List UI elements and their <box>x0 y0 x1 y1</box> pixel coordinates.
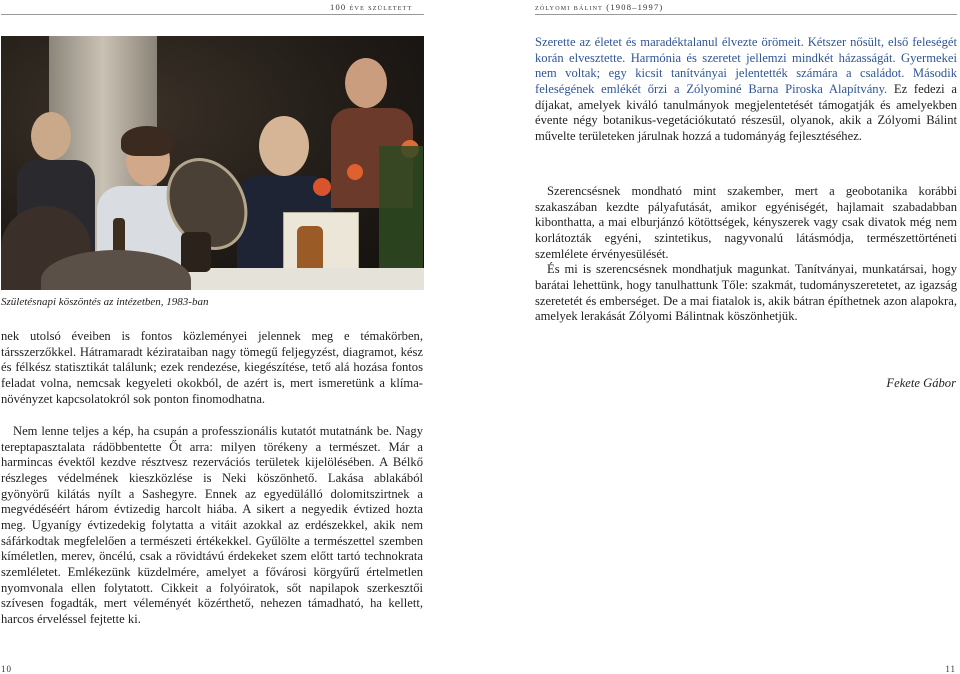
left-running-head: 100 éve született <box>330 2 413 12</box>
right-paragraph-2: Szerencsésnek mondható mint szakember, mert a geobotanika korábbi szakaszában kezdte pályafutását, amikor egyéniségét, hajlamait szabadabban kibonthatta, a mai elburjánzó kötöttségek, kényszerek vagy csak divatok még nem korlátozták egyéni, szintetikus, nagyvonalú látásmódja, természettörténeti szemlélete érvényesülését. <box>535 184 957 261</box>
left-paragraph-2: Nem lenne teljes a kép, ha csupán a professzionális kutatót mutatnánk be. Nagy tereptapasztalata rádöbbentette Őt arra: milyen törékeny a természet. Már a harmincas évektől kezdve résztvesz rezervációs területek kijelölésében. A Bélkő részleges védelmének kieszközlése is Neki köszönhető. Lakása ablakából gyönyörű kilátás nyílt a Sashegyre. Ennek az egyedülálló dolomitszirtnek a megvédéséért három évtizedig harcolt hiába. A sikert a negyedik évtized hozta meg. Ugyanígy évtizedekig folytatta a vitáit azokkal az erdészekkel, akik nem sáfárkodtak megfelelően a természeti értékekkel. Gyűlölte a természettel szemben kíméletlen, merev, öncélú, csak a rövidtávú érdekeket szem előtt tartó technokrata szemléletet. Emlékezünk küzdelmére, amelyet a fővárosi körgyűrű értelmetlen nyomvonala ellen folytatott. Cikkeit a folyóiratok, sőt napilapok szerkesztői szívesen fogadták, mert véleményét közérthető, nehezen támadható, ha kellett, harcos érveléssel fejtette ki. <box>1 424 423 626</box>
left-column-paragraph-1 <box>1 329 423 407</box>
right-paragraph-1 <box>535 35 957 145</box>
birthday-photo <box>1 36 424 290</box>
left-paragraph-1: nek utolsó éveiben is fontos közleményei jelennek meg e témakörben, társszerzőkkel. Hátramaradt kézirataiban nagy tömegű feljegyzést, diagramot, kész és félkész statisztikát találunk; ezek rendezése, kiegészítése, tető alá hozása fontos feladat volna, nemcsak kegyeleti okokból, de azért is, mert ismeretünk a klíma-növényzet kapcsolatokról sok ponton finomodhatna. <box>1 329 423 406</box>
left-column-paragraph-2 <box>1 424 423 628</box>
right-page-number: 11 <box>945 664 956 674</box>
right-running-head: zólyomi bálint (1908–1997) <box>535 2 664 12</box>
left-header-rule <box>1 14 424 15</box>
right-paragraph-1-cont: Ez fedezi a díjakat, amelyek kiváló tanulmányok megjelentetését támogatják és amelyekben évente négy botanikus-vegetációkutató részesül, olyanok, akik a Zólyomi Bálint művelte területeken járulnak hozzá a tudományág fejlesztéséhez. <box>535 81 957 143</box>
right-column-paragraph-1 <box>535 35 957 145</box>
photo-caption: Születésnapi köszöntés az intézetben, 1983-ban <box>1 296 209 308</box>
left-page-number: 10 <box>1 664 12 674</box>
author-signature: Fekete Gábor <box>886 376 956 390</box>
right-paragraph-1-blue: Szerette az életet és maradéktalanul élvezte örömeit. Kétszer nősült, első feleségét korán elvesztette. Harmónia és szeretet jellemzi mindkét házasságát. Gyermekei nem voltak; egy kicsit tanítványai jelentették számára a családot. Második feleségének emlékét őrzi a Zólyominé Barna Piroska Alapítvány. <box>535 35 957 96</box>
right-column-paragraphs <box>535 184 957 325</box>
right-header-rule <box>535 14 957 15</box>
right-paragraph-3: És mi is szerencsésnek mondhatjuk magunkat. Tanítványai, munkatársai, hogy barátai lehettünk, hogy tanulhattunk Tőle: szakmát, tudományszeretetet, az igazság szeretetét és emberséget. De a mai fiatalok is, akik bátran építhetnek azon alapokra, amelyek lerakását Zólyomi Bálintnak köszönhetjük. <box>535 262 957 324</box>
